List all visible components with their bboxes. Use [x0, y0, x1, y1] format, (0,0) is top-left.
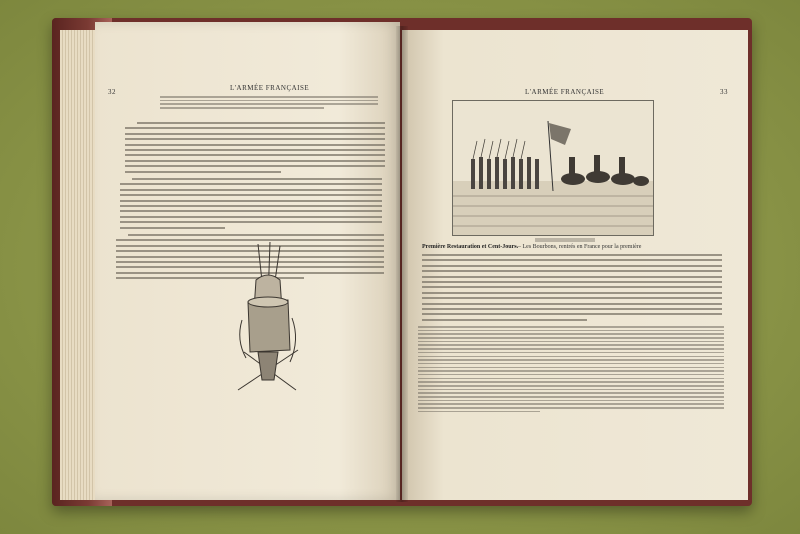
text-line	[422, 292, 722, 294]
text-line	[125, 154, 385, 156]
sash-curve	[290, 318, 296, 362]
text-line	[422, 313, 722, 315]
text-line	[422, 270, 722, 272]
text-line	[120, 227, 225, 229]
engraving-caption	[535, 238, 595, 242]
drum-body	[248, 300, 290, 352]
text-line	[418, 337, 724, 339]
right-paragraph-1	[422, 254, 722, 324]
text-line	[418, 344, 724, 346]
text-line	[125, 160, 385, 162]
left-page-number: 32	[108, 88, 116, 96]
text-line	[418, 370, 724, 372]
text-line	[132, 178, 382, 180]
drum-head	[248, 297, 288, 307]
text-line	[120, 189, 382, 191]
text-line	[160, 107, 324, 109]
text-line	[422, 286, 722, 288]
text-line	[125, 171, 281, 173]
text-line	[418, 363, 724, 365]
text-line	[125, 138, 385, 140]
text-line	[422, 281, 722, 283]
text-line	[160, 103, 378, 105]
text-line	[418, 333, 724, 335]
text-line	[418, 374, 724, 376]
left-paragraph-2	[120, 178, 382, 232]
trophy-of-arms-illustration	[228, 240, 308, 400]
text-line	[418, 400, 724, 402]
text-line	[418, 330, 724, 332]
engraving-military-review	[452, 100, 654, 236]
text-line	[422, 265, 722, 267]
text-line	[125, 133, 385, 135]
text-line	[418, 411, 540, 413]
left-paragraph-1	[125, 122, 385, 178]
soldier-column	[471, 157, 539, 189]
text-line	[125, 144, 385, 146]
text-line	[418, 348, 724, 350]
text-line	[422, 303, 722, 305]
right-footnote-block	[418, 326, 724, 420]
book-gutter	[396, 26, 408, 502]
text-line	[422, 308, 722, 310]
right-page-number: 33	[720, 88, 728, 96]
text-line	[422, 276, 722, 278]
text-line	[418, 403, 724, 405]
text-line	[422, 319, 587, 321]
text-line	[418, 367, 724, 369]
text-line	[418, 389, 724, 391]
text-line	[418, 407, 724, 409]
text-line	[418, 381, 724, 383]
text-line	[128, 234, 384, 236]
text-line	[418, 378, 724, 380]
text-line	[125, 149, 385, 151]
text-line	[422, 254, 722, 256]
left-running-head: L'ARMÉE FRANÇAISE	[230, 84, 310, 92]
text-line	[422, 297, 722, 299]
right-running-head: L'ARMÉE FRANÇAISE	[525, 88, 605, 96]
engraving-scene	[453, 101, 653, 235]
text-line	[120, 221, 382, 223]
text-line	[160, 96, 378, 98]
section-lead-text: — Les Bourbons, rentrés en France pour la première	[515, 244, 642, 250]
text-line	[418, 359, 724, 361]
cartouche-box	[258, 352, 278, 380]
text-line	[418, 356, 724, 358]
text-line	[160, 100, 378, 102]
text-line	[418, 326, 724, 328]
text-line	[418, 341, 724, 343]
text-line	[418, 385, 724, 387]
text-line	[418, 352, 724, 354]
text-line	[120, 216, 382, 218]
section-heading: Première Restauration et Cent-Jours.	[422, 244, 519, 250]
text-line	[125, 127, 385, 129]
text-line	[137, 122, 385, 124]
text-line	[418, 392, 724, 394]
text-line	[422, 259, 722, 261]
text-line	[120, 205, 382, 207]
left-intro-text	[160, 96, 378, 118]
text-line	[120, 183, 382, 185]
text-line	[120, 194, 382, 196]
text-line	[418, 396, 724, 398]
text-line	[120, 210, 382, 212]
text-line	[125, 165, 385, 167]
text-line	[120, 200, 382, 202]
